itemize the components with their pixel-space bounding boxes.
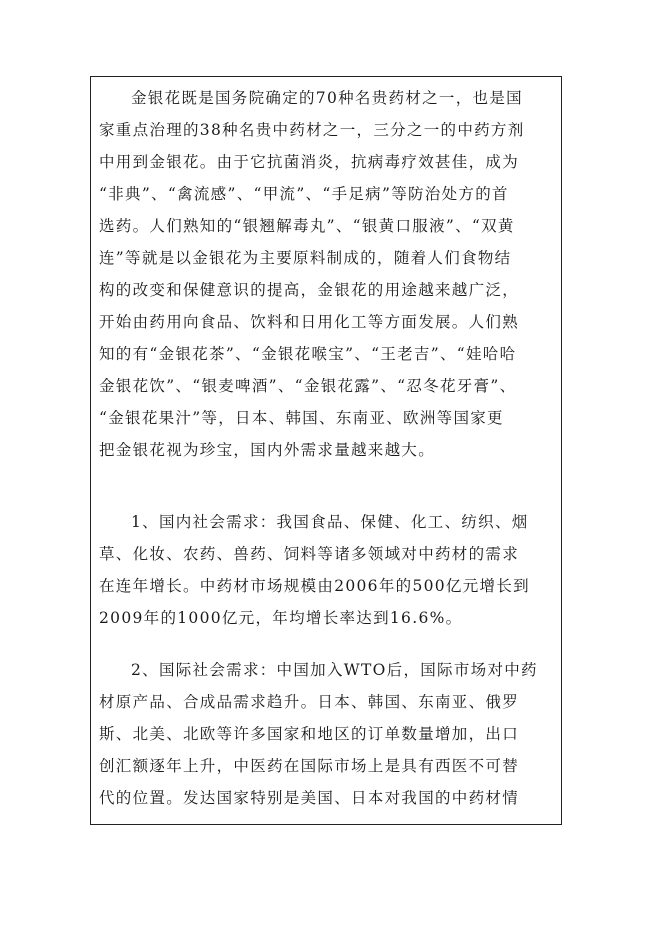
paragraph-1-line-10: 金银花饮”、“银麦啤酒”、“金银花露”、“忍冬花牙膏”、 (99, 377, 517, 395)
paragraph-2-line-2: 草、化妆、农药、兽药、饲料等诸多领域对中药材的需求 (99, 545, 520, 563)
paragraph-1-line-11: “金银花果汁”等，日本、韩国、东南亚、欧洲等国家更 (99, 409, 504, 427)
paragraph-3-line-2: 材原产品、合成品需求趋升。日本、韩国、东南亚、俄罗 (99, 693, 520, 711)
paragraph-2-line-3: 在连年增长。中药材市场规模由2006年的500亿元增长到 (99, 577, 530, 595)
document-frame (90, 76, 562, 825)
paragraph-1-line-1: 金银花既是国务院确定的70种名贵药材之一，也是国 (131, 89, 523, 107)
paragraph-3-line-4: 创汇额逐年上升，中医药在国际市场上是具有西医不可替 (99, 757, 520, 775)
paragraph-3-line-3: 斯、北美、北欧等许多国家和地区的订单数量增加，出口 (99, 725, 520, 743)
paragraph-1-line-5: 选药。人们熟知的“银翘解毒丸”、“银黄口服液”、“双黄 (99, 217, 515, 235)
paragraph-1-line-2: 家重点治理的38种名贵中药材之一，三分之一的中药方剂 (99, 121, 525, 139)
paragraph-1-line-4: “非典”、“禽流感”、“甲流”、“手足病”等防治处方的首 (99, 185, 509, 203)
paragraph-3-line-1: 2、国际社会需求：中国加入WTO后，国际市场对中药 (131, 661, 538, 679)
paragraph-1-line-7: 构的改变和保健意识的提高，金银花的用途越来越广泛， (99, 281, 520, 299)
paragraph-3-line-5: 代的位置。发达国家特别是美国、日本对我国的中药材情 (99, 789, 520, 807)
paragraph-2-line-1: 1、国内社会需求：我国食品、保健、化工、纺织、烟 (131, 513, 529, 531)
paragraph-1-line-3: 中用到金银花。由于它抗菌消炎，抗病毒疗效甚佳，成为 (99, 153, 520, 171)
paragraph-2-line-4: 2009年的1000亿元，年均增长率达到16.6%。 (99, 609, 463, 627)
paragraph-1-line-12: 把金银花视为珍宝，国内外需求量越来越大。 (99, 441, 436, 459)
paragraph-1-line-6: 连”等就是以金银花为主要原料制成的，随着人们食物结 (99, 249, 512, 267)
paragraph-1-line-8: 开始由药用向食品、饮料和日用化工等方面发展。人们熟 (99, 313, 520, 331)
paragraph-1-line-9: 知的有“金银花茶”、“金银花喉宝”、“王老吉”、“娃哈哈 (99, 345, 517, 363)
